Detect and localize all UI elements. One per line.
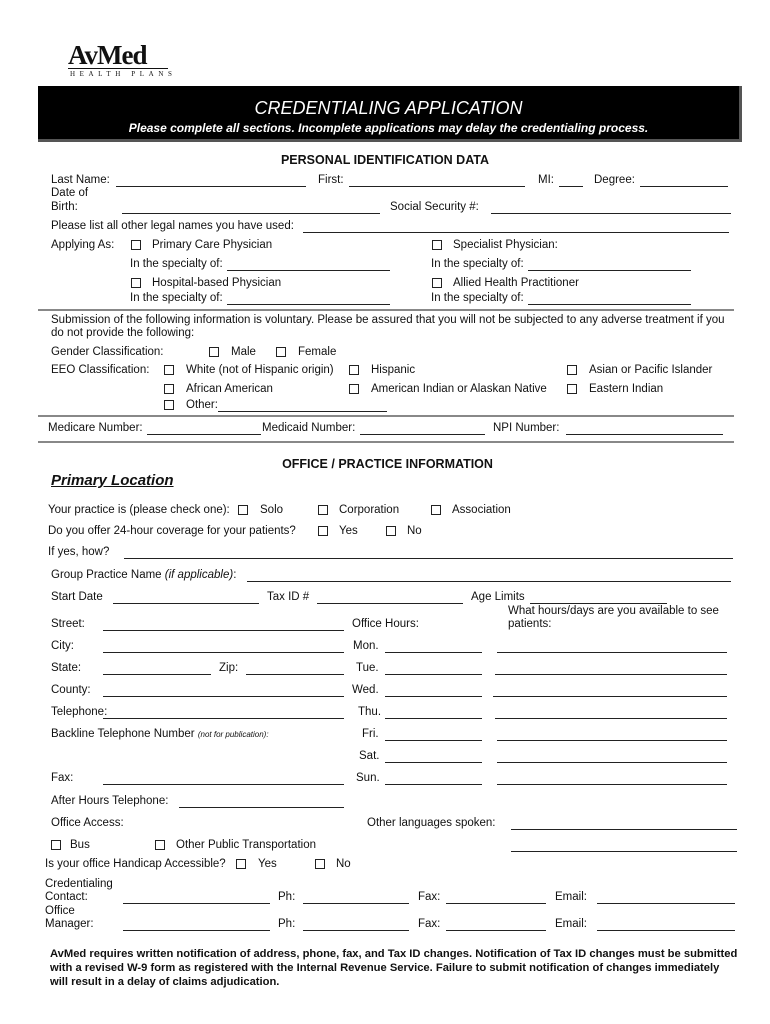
not-for-publication-text: (not for publication):: [197, 730, 269, 739]
other-languages-label: Other languages spoken:: [367, 817, 496, 829]
solo-checkbox[interactable]: [238, 505, 248, 515]
office-hours-label: Office Hours:: [352, 618, 419, 630]
other-names-field[interactable]: [303, 232, 729, 233]
office-access-label: Office Access:: [51, 817, 124, 829]
specialty-label-4: In the specialty of:: [431, 292, 524, 304]
ssn-label: Social Security #:: [390, 201, 479, 213]
day-label-thu: Thu.: [358, 706, 382, 718]
section-divider-2: [38, 415, 734, 417]
cred-contact-email-label: Email:: [555, 891, 587, 903]
medicare-field[interactable]: [147, 434, 261, 435]
day-label-tue: Tue.: [356, 662, 379, 674]
last-name-field[interactable]: [116, 186, 306, 187]
fax-label: Fax:: [51, 772, 74, 784]
if-yes-label: If yes, how?: [48, 546, 110, 558]
eastern-indian-checkbox[interactable]: [567, 384, 577, 394]
state-field[interactable]: [103, 674, 211, 675]
after-hours-label: After Hours Telephone:: [51, 795, 169, 807]
medicare-label: Medicare Number:: [48, 422, 143, 434]
age-limits-label: Age Limits: [471, 591, 525, 603]
allied-label: Allied Health Practitioner: [453, 277, 579, 289]
other-race-checkbox[interactable]: [164, 400, 174, 410]
asian-checkbox[interactable]: [567, 365, 577, 375]
coverage-yes-checkbox[interactable]: [318, 526, 328, 536]
if-applicable-text: (if applicable): [164, 569, 234, 581]
specialty-label-2: In the specialty of:: [431, 258, 524, 270]
fri-patient-hours-field[interactable]: [497, 740, 727, 741]
start-date-label: Start Date: [51, 591, 103, 603]
corporation-checkbox[interactable]: [318, 505, 328, 515]
group-name-text: Group Practice Name: [51, 569, 162, 581]
corporation-label: Corporation: [339, 504, 400, 516]
association-checkbox[interactable]: [431, 505, 441, 515]
cred-contact-fax-label: Fax:: [418, 891, 441, 903]
page-subtitle: Please complete all sections. Incomplete applications may delay the credentialing process.: [128, 121, 649, 135]
start-date-field[interactable]: [113, 603, 259, 604]
tax-id-field[interactable]: [317, 603, 463, 604]
hospital-based-label: Hospital-based Physician: [152, 277, 282, 289]
day-label-sat: Sat.: [359, 750, 380, 762]
mi-field[interactable]: [559, 186, 583, 187]
female-checkbox[interactable]: [276, 347, 286, 357]
handicap-no-label: No: [336, 858, 351, 870]
bus-checkbox[interactable]: [51, 840, 61, 850]
other-names-label: Please list all other legal names you have used:: [51, 220, 294, 232]
backline-label: [51, 728, 269, 740]
day-label-wed: Wed.: [352, 684, 379, 696]
bus-label: Bus: [70, 839, 90, 851]
title-banner: [38, 86, 742, 142]
eeo-label: EEO Classification:: [51, 364, 150, 376]
association-label: Association: [452, 504, 511, 516]
npi-field[interactable]: [566, 434, 723, 435]
street-field[interactable]: [103, 630, 344, 631]
handicap-no-checkbox[interactable]: [315, 859, 325, 869]
fax-field[interactable]: [103, 784, 344, 785]
after-hours-field[interactable]: [179, 807, 344, 808]
office-manager-name-field[interactable]: [123, 930, 270, 931]
office-heading: OFFICE / PRACTICE INFORMATION: [282, 457, 493, 471]
coverage-no-label: No: [407, 525, 422, 537]
county-field[interactable]: [103, 696, 344, 697]
practice-type-label: Your practice is (please check one):: [48, 504, 230, 516]
dob-label-line1: Date of: [51, 187, 89, 199]
logo-rule: [68, 68, 168, 69]
applying-as-label: Applying As:: [51, 239, 115, 251]
tue-patient-hours-field[interactable]: [495, 674, 727, 675]
day-label-sun: Sun.: [356, 772, 380, 784]
hispanic-label: Hispanic: [371, 364, 416, 376]
hours-question: What hours/days are you available to see patients:: [508, 605, 719, 630]
day-label-mon: Mon.: [353, 640, 379, 652]
section-divider: [38, 309, 734, 311]
specialty-label-1: In the specialty of:: [130, 258, 223, 270]
thu-hours-field[interactable]: [385, 718, 482, 719]
coverage-no-checkbox[interactable]: [386, 526, 396, 536]
sun-patient-hours-field[interactable]: [497, 784, 727, 785]
zip-label: Zip:: [219, 662, 239, 674]
voluntary-note: Submission of the following information is voluntary. Please be assured that you will not be subjected to any adverse treatment if you do not provide the following:: [51, 314, 725, 339]
specialty-field-3[interactable]: [227, 304, 390, 305]
african-american-label: African American: [186, 383, 273, 395]
city-field[interactable]: [103, 652, 344, 653]
last-name-label: Last Name:: [51, 174, 110, 186]
backline-text: Backline Telephone Number: [51, 728, 195, 740]
street-label: Street:: [51, 618, 85, 630]
allied-checkbox[interactable]: [432, 278, 442, 288]
handicap-question: Is your office Handicap Accessible?: [45, 858, 226, 870]
hispanic-checkbox[interactable]: [349, 365, 359, 375]
specialty-field-1[interactable]: [227, 270, 390, 271]
office-manager-label-2: Manager:: [45, 918, 94, 930]
hospital-based-checkbox[interactable]: [131, 278, 141, 288]
tue-hours-field[interactable]: [385, 674, 482, 675]
cred-contact-name-field[interactable]: [123, 903, 270, 904]
office-manager-email-field[interactable]: [597, 930, 735, 931]
logo-subtext: HEALTH PLANS: [70, 70, 177, 78]
mon-hours-field[interactable]: [385, 652, 482, 653]
state-label: State:: [51, 662, 82, 674]
specialist-label: Specialist Physician:: [453, 239, 558, 251]
cred-contact-fax-field[interactable]: [446, 903, 546, 904]
group-name-colon: :: [233, 569, 237, 581]
mi-label: MI:: [538, 174, 554, 186]
tax-id-label: Tax ID #: [267, 591, 310, 603]
specialty-field-4[interactable]: [528, 304, 691, 305]
city-label: City:: [51, 640, 74, 652]
personal-heading: PERSONAL IDENTIFICATION DATA: [280, 153, 490, 167]
other-race-field[interactable]: [218, 411, 387, 412]
cred-contact-ph-label: Ph:: [278, 891, 296, 903]
zip-field[interactable]: [246, 674, 344, 675]
cred-contact-label-2: Contact:: [45, 891, 88, 903]
eastern-indian-label: Eastern Indian: [589, 383, 664, 395]
specialty-field-2[interactable]: [528, 270, 691, 271]
group-name-label: [51, 569, 236, 581]
gender-label: Gender Classification:: [51, 346, 164, 358]
other-languages-field-1[interactable]: [511, 829, 737, 830]
primary-care-label: Primary Care Physician: [152, 239, 273, 251]
cred-contact-email-field[interactable]: [597, 903, 735, 904]
telephone-label: Telephone:: [51, 706, 108, 718]
white-label: White (not of Hispanic origin): [186, 364, 334, 376]
cred-contact-label-1: Credentialing: [45, 878, 113, 890]
handicap-yes-checkbox[interactable]: [236, 859, 246, 869]
first-name-field[interactable]: [349, 186, 525, 187]
dob-field[interactable]: [122, 213, 380, 214]
other-transport-label: Other Public Transportation: [176, 839, 316, 851]
white-checkbox[interactable]: [164, 365, 174, 375]
fri-hours-field[interactable]: [385, 740, 482, 741]
sat-hours-field[interactable]: [385, 762, 482, 763]
sun-hours-field[interactable]: [385, 784, 482, 785]
degree-field[interactable]: [640, 186, 728, 187]
primary-care-checkbox[interactable]: [131, 240, 141, 250]
footer-notice: AvMed requires written notification of address, phone, fax, and Tax ID changes. Notification of Tax ID changes must be submitted with a revised W-9 form as registered with the Internal Revenue Service. Failure to submit notification of changes immediately will result in a delay of claims adjudication.: [50, 948, 738, 988]
american-indian-label: American Indian or Alaskan Native: [371, 383, 547, 395]
mon-patient-hours-field[interactable]: [497, 652, 727, 653]
medicaid-field[interactable]: [360, 434, 485, 435]
asian-label: Asian or Pacific Islander: [589, 364, 713, 376]
office-manager-email-label: Email:: [555, 918, 587, 930]
other-languages-field-2[interactable]: [511, 851, 737, 852]
wed-patient-hours-field[interactable]: [493, 696, 727, 697]
specialty-label-3: In the specialty of:: [130, 292, 223, 304]
thu-patient-hours-field[interactable]: [495, 718, 727, 719]
group-name-field[interactable]: [247, 581, 731, 582]
coverage-question: Do you offer 24-hour coverage for your patients?: [48, 525, 296, 537]
female-label: Female: [298, 346, 337, 358]
sat-patient-hours-field[interactable]: [497, 762, 727, 763]
wed-hours-field[interactable]: [385, 696, 482, 697]
other-race-label: Other:: [186, 399, 218, 411]
office-manager-label-1: Office: [45, 905, 75, 917]
handicap-yes-label: Yes: [258, 858, 277, 870]
office-manager-ph-label: Ph:: [278, 918, 296, 930]
medicaid-label: Medicaid Number:: [262, 422, 356, 434]
specialist-checkbox[interactable]: [432, 240, 442, 250]
male-label: Male: [231, 346, 256, 358]
section-divider-3: [38, 441, 734, 443]
degree-label: Degree:: [594, 174, 635, 186]
avmed-logo: AvMed: [68, 40, 147, 70]
office-manager-fax-field[interactable]: [446, 930, 546, 931]
american-indian-checkbox[interactable]: [349, 384, 359, 394]
npi-label: NPI Number:: [493, 422, 560, 434]
if-yes-field[interactable]: [124, 558, 733, 559]
ssn-field[interactable]: [491, 213, 731, 214]
office-manager-ph-field[interactable]: [303, 930, 409, 931]
african-american-checkbox[interactable]: [164, 384, 174, 394]
dob-label-line2: Birth:: [51, 201, 78, 213]
solo-label: Solo: [260, 504, 284, 516]
county-label: County:: [51, 684, 91, 696]
coverage-yes-label: Yes: [339, 525, 358, 537]
first-name-label: First:: [318, 174, 344, 186]
other-transport-checkbox[interactable]: [155, 840, 165, 850]
cred-contact-ph-field[interactable]: [303, 903, 409, 904]
male-checkbox[interactable]: [209, 347, 219, 357]
telephone-field[interactable]: [103, 718, 344, 719]
day-label-fri: Fri.: [362, 728, 379, 740]
office-manager-fax-label: Fax:: [418, 918, 441, 930]
primary-location-heading: Primary Location: [51, 472, 174, 489]
page-title: CREDENTIALING APPLICATION: [254, 98, 523, 118]
age-limits-field[interactable]: [530, 603, 667, 604]
